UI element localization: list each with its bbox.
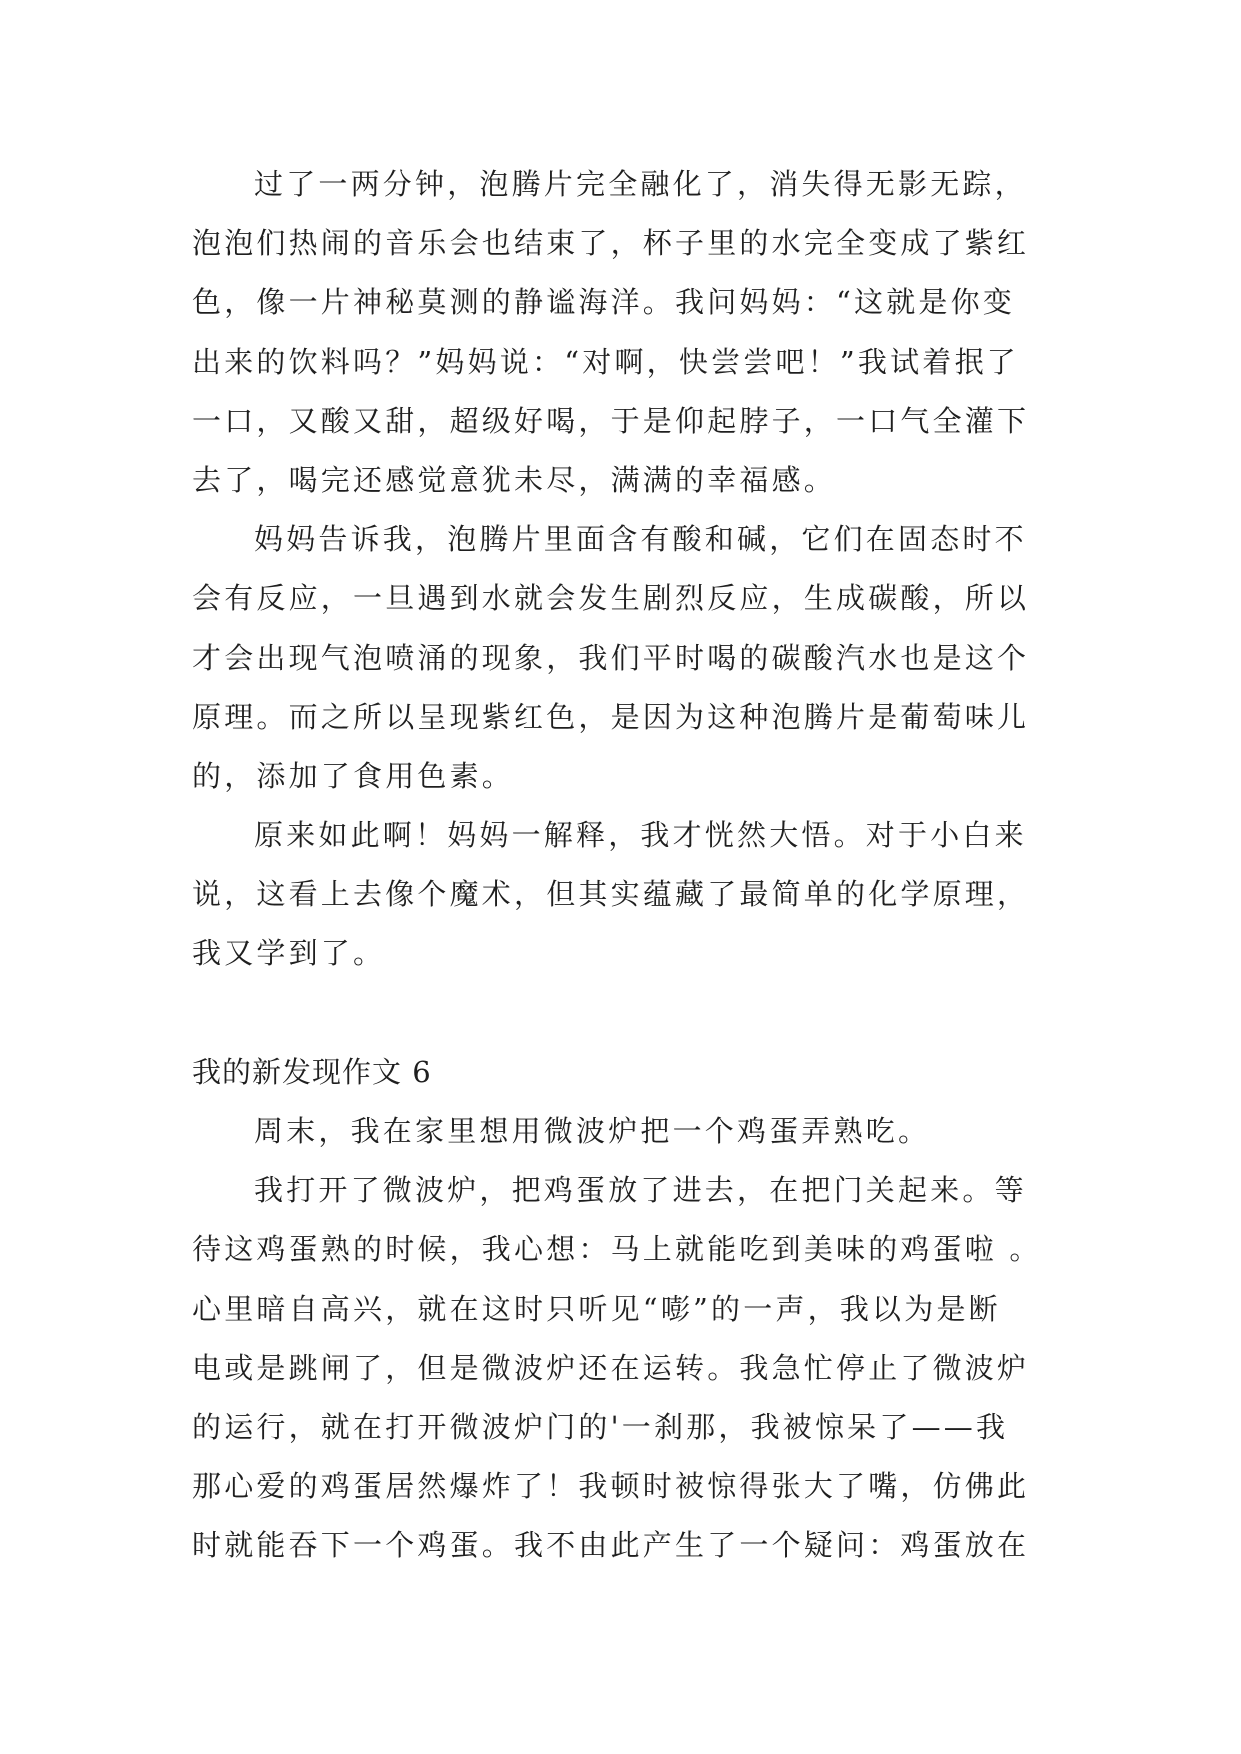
text-line: 时就能吞下一个鸡蛋。我不由此产生了一个疑问：鸡蛋放在 — [192, 1528, 1030, 1563]
text-line: 去了，喝完还感觉意犹未尽，满满的幸福感。 — [192, 462, 837, 497]
text-line: 会有反应，一旦遇到水就会发生剧烈反应，生成碳酸，所以 — [192, 581, 1030, 616]
text-line: 原理。而之所以呈现紫红色，是因为这种泡腾片是葡萄味儿 — [192, 699, 1030, 734]
text-line: 原来如此啊！妈妈一解释，我才恍然大悟。对于小白来 — [254, 818, 1027, 853]
paragraph-3 — [192, 806, 1052, 984]
text-line: 妈妈告诉我，泡腾片里面含有酸和碱，它们在固态时不 — [254, 522, 1027, 557]
text-line: 出来的饮料吗？”妈妈说：“对啊，快尝尝吧！”我试着抿了 — [192, 344, 1019, 379]
text-line: 色，像一片神秘莫测的静谧海洋。我问妈妈：“这就是你变 — [192, 285, 1016, 320]
text-line: 过了一两分钟，泡腾片完全融化了，消失得无影无踪， — [254, 167, 1027, 201]
text-line: 一口，又酸又甜，超级好喝，于是仰起脖子，一口气全灌下 — [192, 403, 1030, 438]
text-line: 待这鸡蛋熟的时候，我心想：马上就能吃到美味的鸡蛋啦 。 — [192, 1232, 1042, 1267]
text-line: 泡泡们热闹的音乐会也结束了，杯子里的水完全变成了紫红 — [192, 226, 1030, 261]
paragraph-2 — [192, 510, 1052, 806]
section-paragraph-1 — [192, 1102, 1052, 1161]
text-line: 的，添加了食用色素。 — [192, 758, 515, 793]
text-line: 那心爱的鸡蛋居然爆炸了！我顿时被惊得张大了嘴，仿佛此 — [192, 1469, 1030, 1504]
paragraph-1 — [192, 155, 1052, 510]
document-page — [192, 155, 1052, 1576]
section-gap — [192, 984, 1052, 1043]
text-line: 我打开了微波炉，把鸡蛋放了进去，在把门关起来。等 — [254, 1173, 1027, 1208]
text-line: 电或是跳闸了，但是微波炉还在运转。我急忙停止了微波炉 — [192, 1350, 1030, 1385]
text-line: 心里暗自高兴，就在这时只听见“嘭”的一声，我以为是断 — [192, 1291, 1001, 1326]
text-line: 才会出现气泡喷涌的现象，我们平时喝的碳酸汽水也是这个 — [192, 640, 1030, 675]
text-line: 说，这看上去像个魔术，但其实蕴藏了最简单的化学原理， — [192, 877, 1030, 912]
text-line: 周末，我在家里想用微波炉把一个鸡蛋弄熟吃。 — [254, 1114, 931, 1148]
section-title: 我的新发现作文 6 — [192, 1054, 432, 1089]
text-line: 我又学到了。 — [192, 936, 386, 971]
text-line: 的运行，就在打开微波炉门的'一刹那，我被惊呆了——我 — [192, 1409, 1009, 1444]
section-paragraph-2 — [192, 1161, 1052, 1575]
